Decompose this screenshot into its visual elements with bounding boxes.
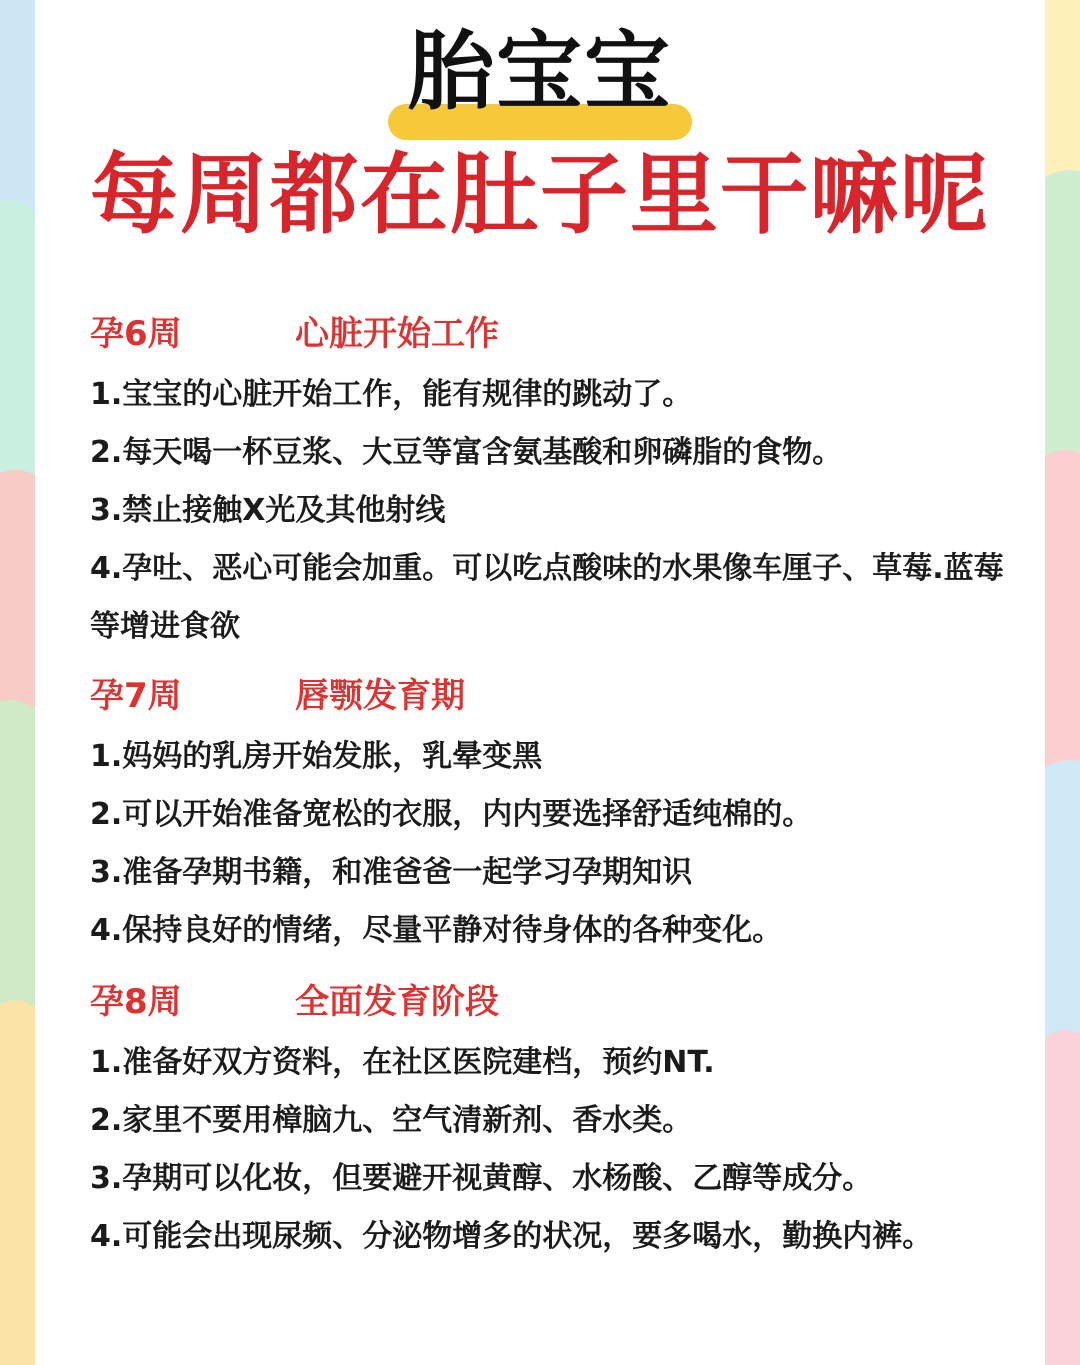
- week-label: 孕7周: [90, 675, 182, 716]
- week-topic: 全面发育阶段: [295, 981, 499, 1022]
- list-item: 4.孕吐、恶心可能会加重。可以吃点酸味的水果像车厘子、草莓.蓝莓等增进食欲: [90, 551, 1004, 644]
- title-line-1-wrap: [35, 22, 1045, 122]
- title-line-1-text: 胎宝宝: [408, 22, 672, 122]
- week-label: 孕8周: [90, 981, 182, 1022]
- week-section-6: [90, 300, 1020, 656]
- list-item: 3.禁止接触X光及其他射线: [90, 493, 446, 528]
- content-card: [35, 0, 1045, 1365]
- list-item: 2.可以开始准备宽松的衣服，内内要选择舒适纯棉的。: [90, 797, 813, 832]
- list-item: 3.孕期可以化妆，但要避开视黄醇、水杨酸、乙醇等成分。: [90, 1161, 873, 1196]
- section-heading: [90, 300, 1020, 360]
- week-topic: 心脏开始工作: [295, 313, 499, 354]
- week-label: 孕6周: [90, 313, 182, 354]
- section-heading: [90, 968, 1020, 1028]
- list-item: 2.家里不要用樟脑九、空气清新剂、香水类。: [90, 1103, 693, 1138]
- title-line-2: 每周都在肚子里干嘛呢: [89, 143, 990, 246]
- list-item: 1.宝宝的心脏开始工作，能有规律的跳动了。: [90, 377, 693, 412]
- title-line-1: [398, 22, 682, 122]
- week-topic: 唇颚发育期: [295, 675, 465, 716]
- list-item: 2.每天喝一杯豆浆、大豆等富含氨基酸和卵磷脂的食物。: [90, 435, 843, 470]
- week-section-7: [90, 662, 1020, 960]
- list-item: 3.准备孕期书籍，和准爸爸一起学习孕期知识: [90, 855, 693, 890]
- section-heading: [90, 662, 1020, 722]
- week-section-8: [90, 968, 1020, 1266]
- list-item: 1.妈妈的乳房开始发胀，乳晕变黑: [90, 739, 543, 774]
- list-item: 4.保持良好的情绪，尽量平静对待身体的各种变化。: [90, 913, 783, 948]
- list-item: 1.准备好双方资料，在社区医院建档，预约NT.: [90, 1045, 715, 1080]
- list-item: 4.可能会出现尿频、分泌物增多的状况，要多喝水，勤换内裤。: [90, 1219, 933, 1254]
- week-sections: [90, 300, 1020, 1274]
